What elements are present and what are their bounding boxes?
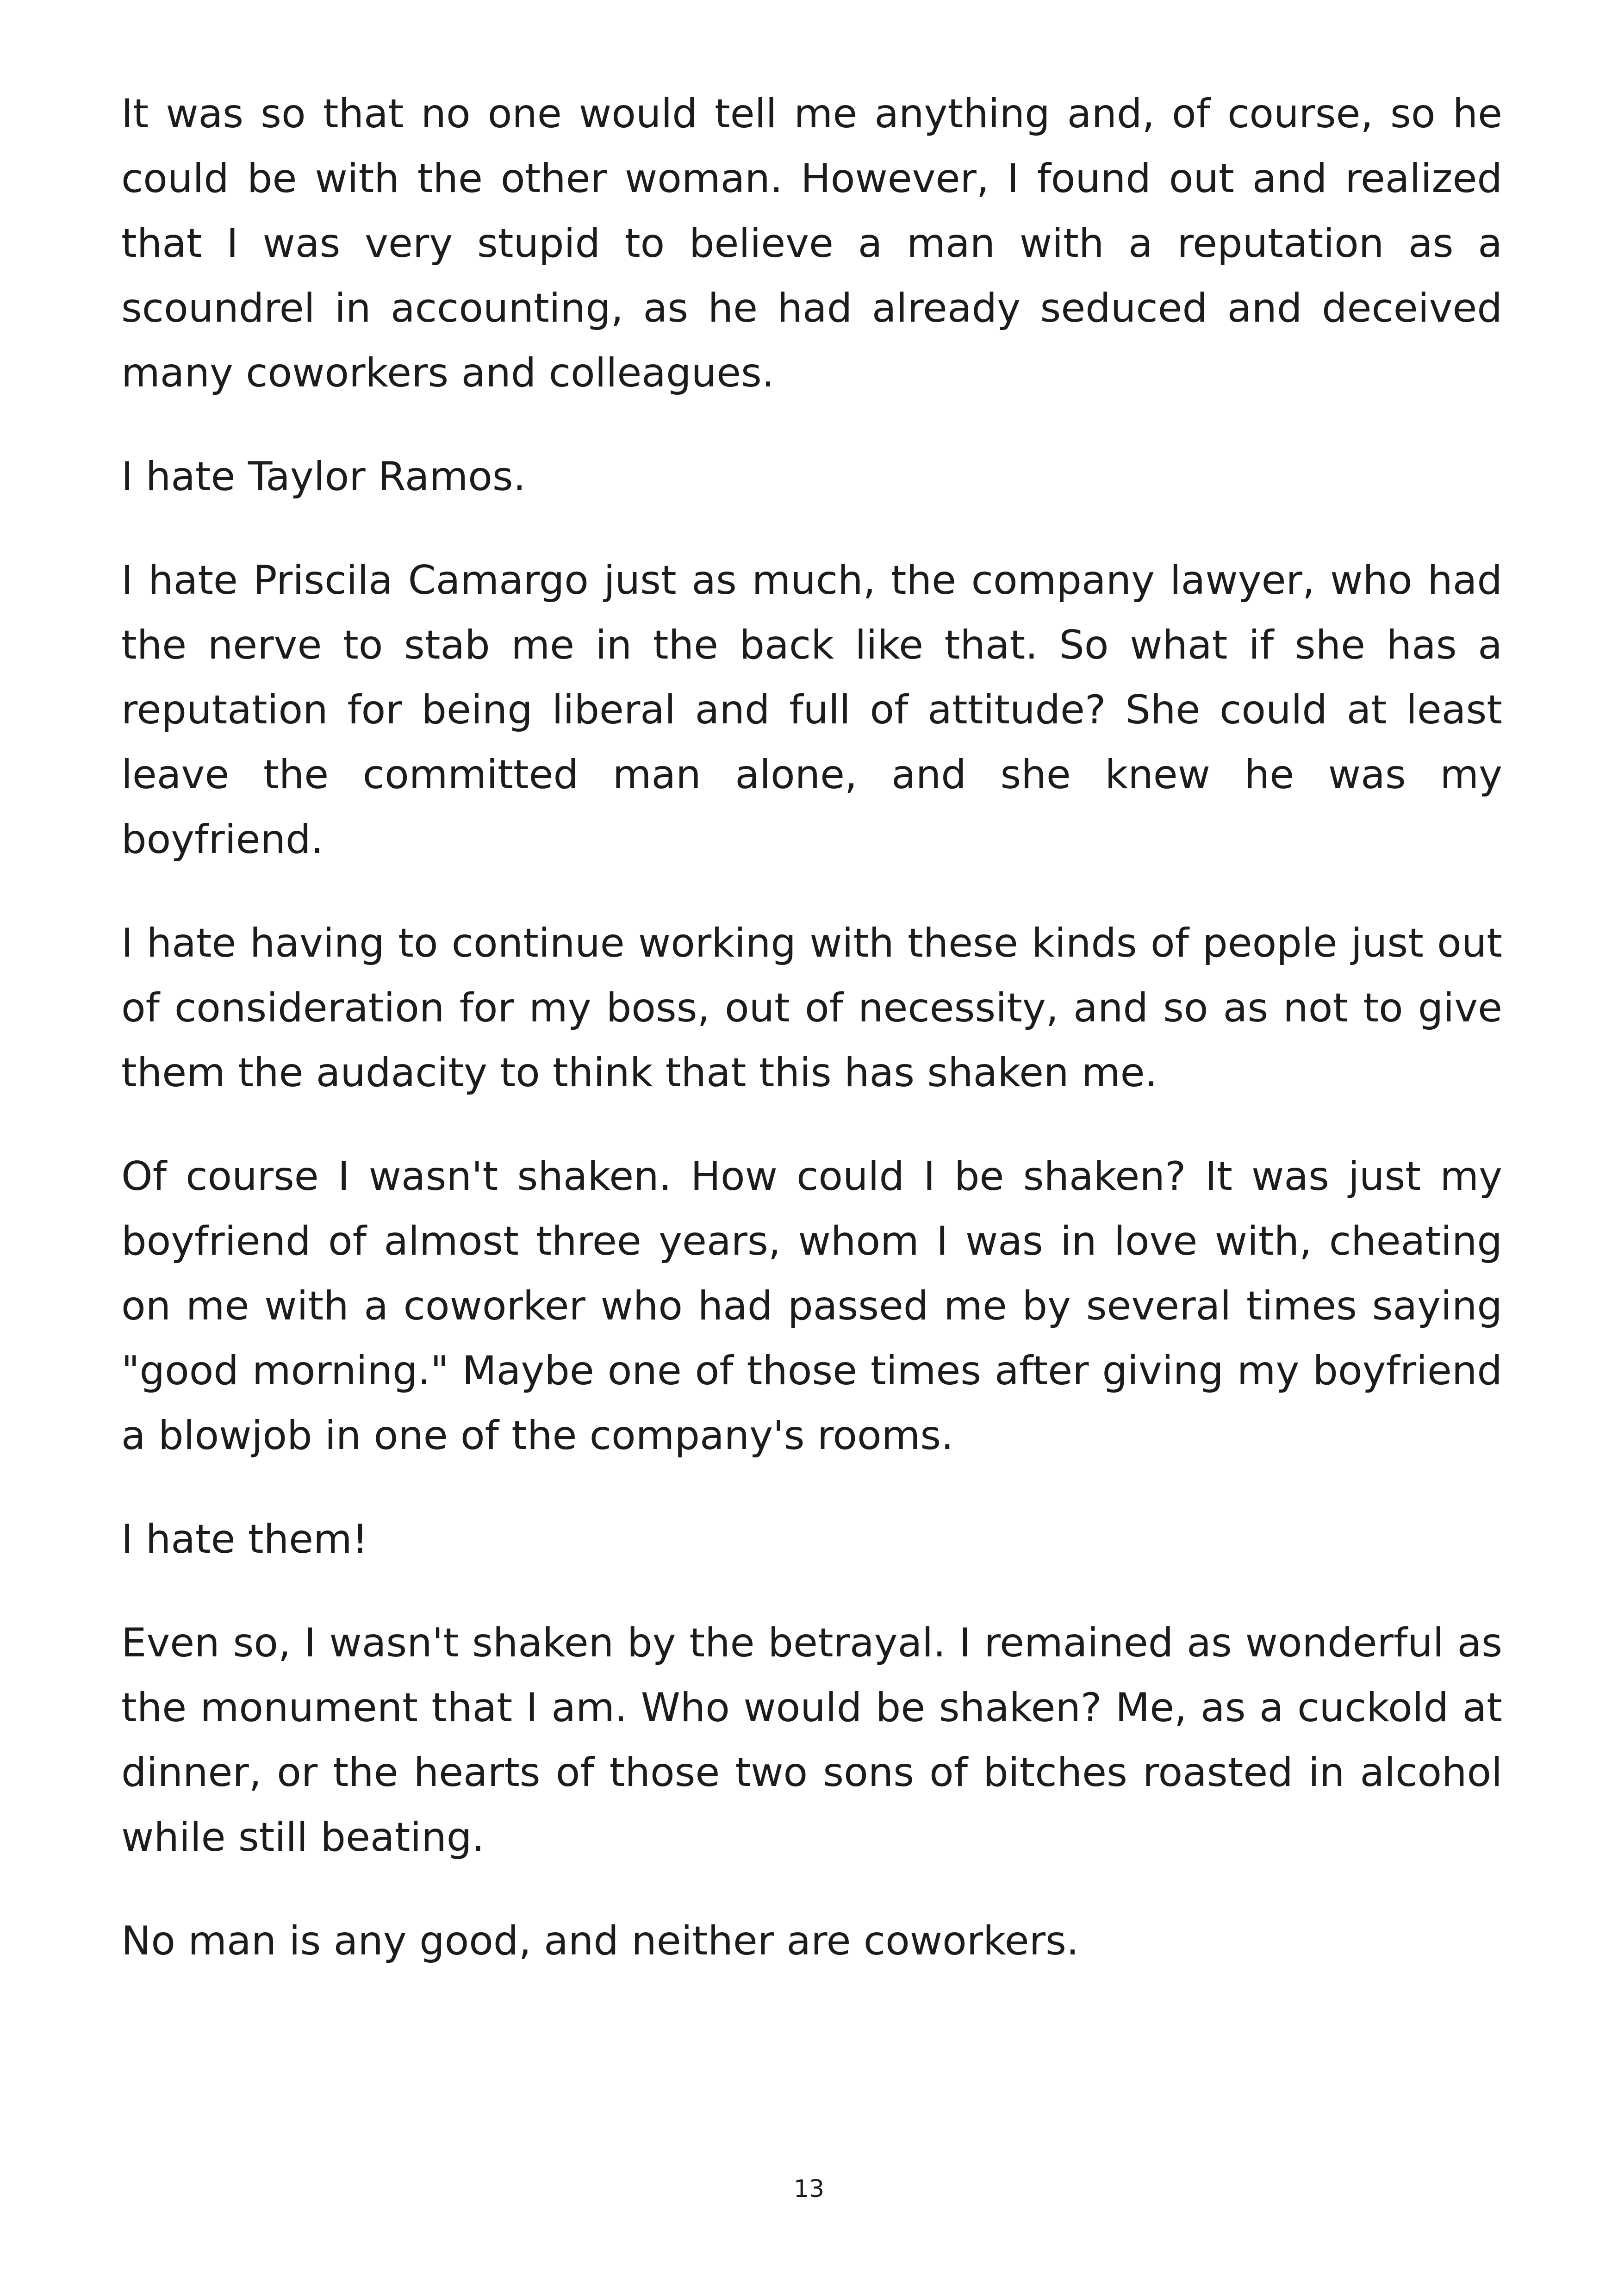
paragraph: Even so, I wasn't shaken by the betrayal. I remained as wonderful as the monument that I am. Who would be shaken? Me, as a cuckold at dinner, or the hearts of those two sons of bitches roasted in alcohol while still beating. [121,1620,1502,1860]
paragraph: I hate having to continue working with these kinds of people just out of consideration for my boss, out of necessity, and so as not to give them the audacity to think that this has shaken me. [121,920,1502,1096]
paragraph: It was so that no one would tell me anything and, of course, so he could be with the other woman. However, I found out and realized that I was very stupid to believe a man with a reputation as a scoundrel in accounting, as he had already seduced and deceived many coworkers and colleagues. [121,91,1502,396]
paragraph: No man is any good, and neither are coworkers. [121,1918,1079,1964]
paragraph: I hate them! [121,1516,368,1562]
paragraph: I hate Priscila Camargo just as much, the company lawyer, who had the nerve to stab me in the back like that. So what if she has a reputation for being liberal and full of attitude? She could at least leave the committed man alone, and she knew he was my boyfriend. [121,557,1502,863]
page-number: 13 [793,2175,825,2203]
body-text [121,81,1502,2012]
paragraph: Of course I wasn't shaken. How could I be shaken? It was just my boyfriend of almost three years, whom I was in love with, cheating on me with a coworker who had passed me by several times saying "good morning." Maybe one of those times after giving my boyfriend a blowjob in one of the company's rooms. [121,1153,1502,1459]
paragraph: I hate Taylor Ramos. [121,454,526,500]
